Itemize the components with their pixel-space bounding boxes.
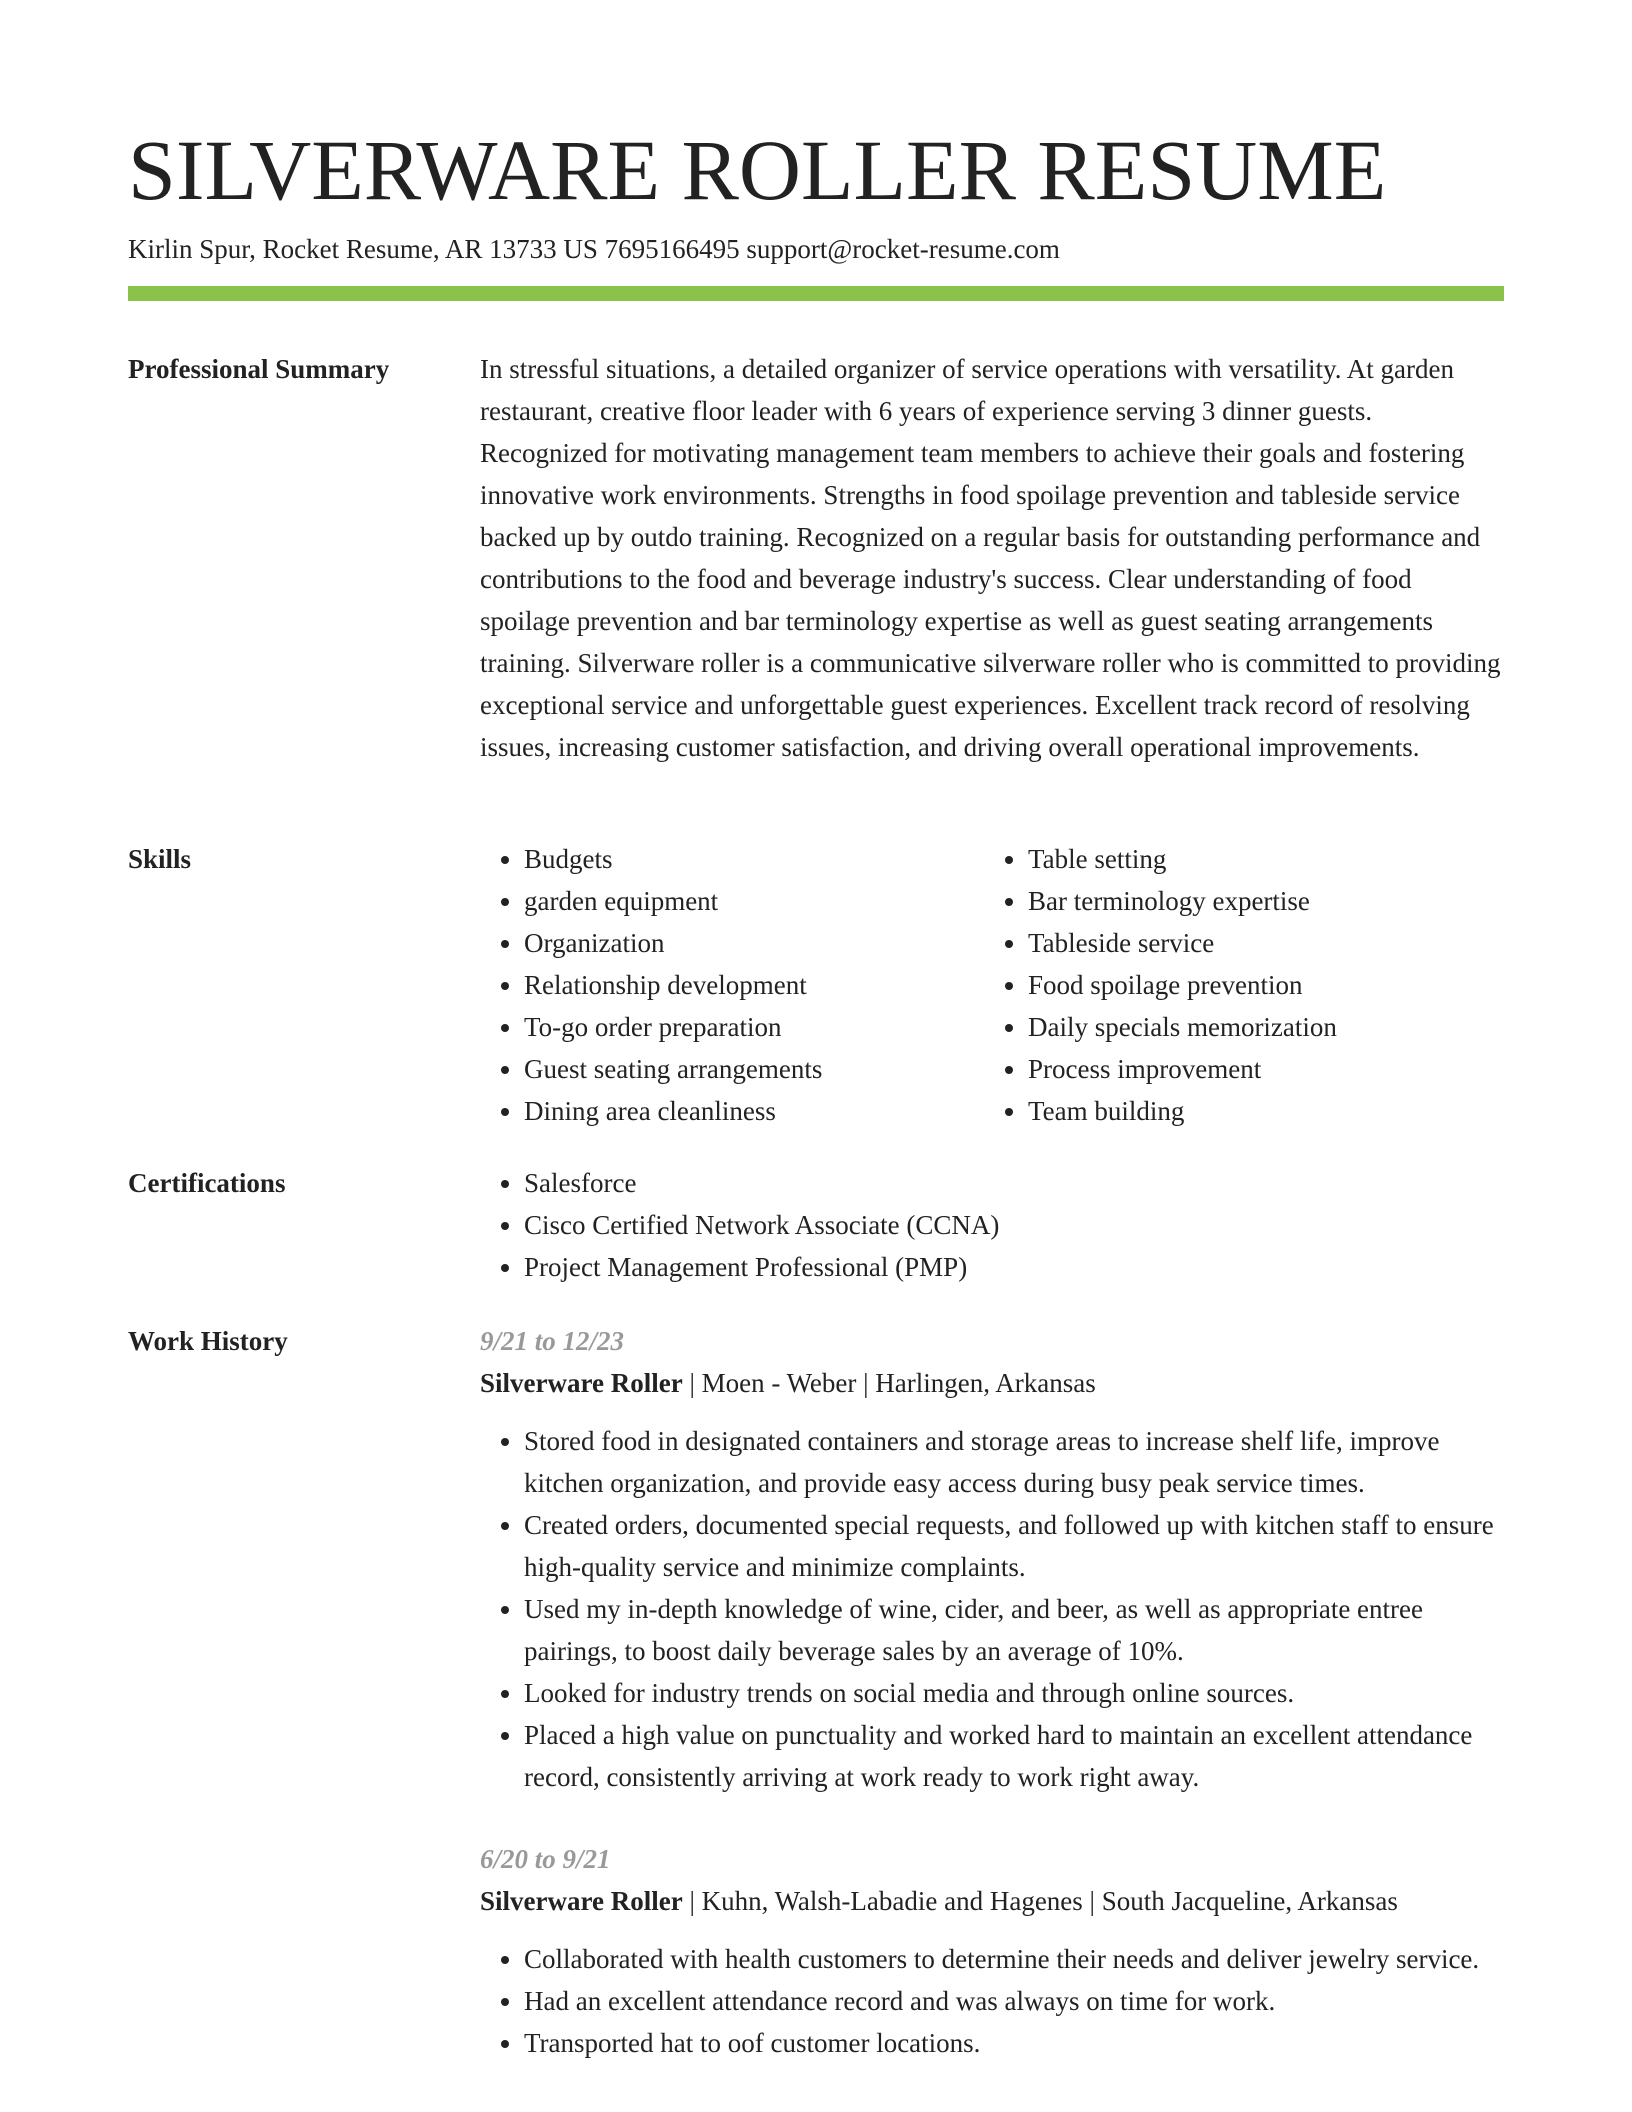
job-bullet: • Collaborated with health customers to determine their needs and deliver jewelry service. — [524, 1938, 1504, 1980]
job-bullet: • Stored food in designated containers and storage areas to increase shelf life, improve kitchen organization, and provide easy access during busy peak service times. — [524, 1420, 1504, 1504]
certifications-body — [480, 1162, 1504, 1288]
job-details: | Moen - Weber | Harlingen, Arkansas — [682, 1368, 1096, 1398]
skill-item: • Tableside service — [1028, 922, 1488, 964]
skill-item: • Team building — [1028, 1090, 1488, 1132]
accent-divider — [128, 286, 1504, 301]
job-bullet: • Transported hat to oof customer locations. — [524, 2022, 1504, 2064]
skill-item: • Budgets — [524, 838, 984, 880]
skill-item: • Organization — [524, 922, 984, 964]
job-details: | Kuhn, Walsh-Labadie and Hagenes | South Jacqueline, Arkansas — [682, 1886, 1398, 1916]
skills-list-left — [480, 838, 984, 1132]
job-bullet: • Placed a high value on punctuality and worked hard to maintain an excellent attendance record, consistently arriving at work ready to work right away. — [524, 1714, 1504, 1798]
certifications-list — [480, 1162, 1504, 1288]
skill-item: • Daily specials memorization — [1028, 1006, 1488, 1048]
job-title: Silverware Roller — [480, 1886, 683, 1916]
skill-item: • Table setting — [1028, 838, 1488, 880]
summary-text: In stressful situations, a detailed organizer of service operations with versatility. At garden restaurant, creative floor leader with 6 years of experience serving 3 dinner guests. Recognized for motivating management team members to achieve their goals and fostering innovative work environments. Strengths in food spoilage prevention and tableside service backed up by outdo training. Recognized on a regular basis for outstanding performance and contributions to the food and beverage industry's success. Clear understanding of food spoilage prevention and bar terminology expertise as well as guest seating arrangements training. Silverware roller is a communicative silverware roller who is committed to providing exceptional service and unforgettable guest experiences. Excellent track record of resolving issues, increasing customer satisfaction, and driving overall operational improvements. — [480, 354, 1501, 762]
work-history-label: Work History — [128, 1326, 288, 1356]
skill-item: • Relationship development — [524, 964, 984, 1006]
certification-item: • Salesforce — [524, 1162, 1504, 1204]
job-bullets — [480, 1420, 1504, 1798]
skills-label: Skills — [128, 844, 192, 874]
resume-title: SILVERWARE ROLLER RESUME — [128, 122, 1387, 218]
work-history-body — [480, 1320, 1504, 2104]
summary-label: Professional Summary — [128, 354, 390, 384]
skills-body — [480, 838, 1504, 1132]
certification-item: • Cisco Certified Network Associate (CCNA) — [524, 1204, 1504, 1246]
job-heading — [480, 1362, 1504, 1404]
job-bullet: • Had an excellent attendance record and was always on time for work. — [524, 1980, 1504, 2022]
job-dates: 6/20 to 9/21 — [480, 1844, 611, 1874]
certifications-label: Certifications — [128, 1168, 286, 1198]
skill-item: • Bar terminology expertise — [1028, 880, 1488, 922]
job-dates: 9/21 to 12/23 — [480, 1326, 625, 1356]
job-bullet: • Used my in-depth knowledge of wine, cider, and beer, as well as appropriate entree pairings, to boost daily beverage sales by an average of 10%. — [524, 1588, 1504, 1672]
skill-item: • Process improvement — [1028, 1048, 1488, 1090]
job-entry — [480, 1320, 1504, 1798]
skill-item: • Food spoilage prevention — [1028, 964, 1488, 1006]
skill-item: • garden equipment — [524, 880, 984, 922]
skill-item: • Guest seating arrangements — [524, 1048, 984, 1090]
job-bullet: • Looked for industry trends on social media and through online sources. — [524, 1672, 1504, 1714]
skill-item: • To-go order preparation — [524, 1006, 984, 1048]
skills-list-right — [984, 838, 1488, 1132]
job-title: Silverware Roller — [480, 1368, 683, 1398]
job-heading — [480, 1880, 1504, 1922]
job-entry — [480, 1838, 1504, 2064]
skill-item: • Dining area cleanliness — [524, 1090, 984, 1132]
certification-item: • Project Management Professional (PMP) — [524, 1246, 1504, 1288]
job-bullets — [480, 1938, 1504, 2064]
summary-body — [480, 348, 1504, 768]
job-bullet: • Created orders, documented special requests, and followed up with kitchen staff to ensure high-quality service and minimize complaints. — [524, 1504, 1504, 1588]
contact-info: Kirlin Spur, Rocket Resume, AR 13733 US 7695166495 support@rocket-resume.com — [128, 234, 1060, 264]
